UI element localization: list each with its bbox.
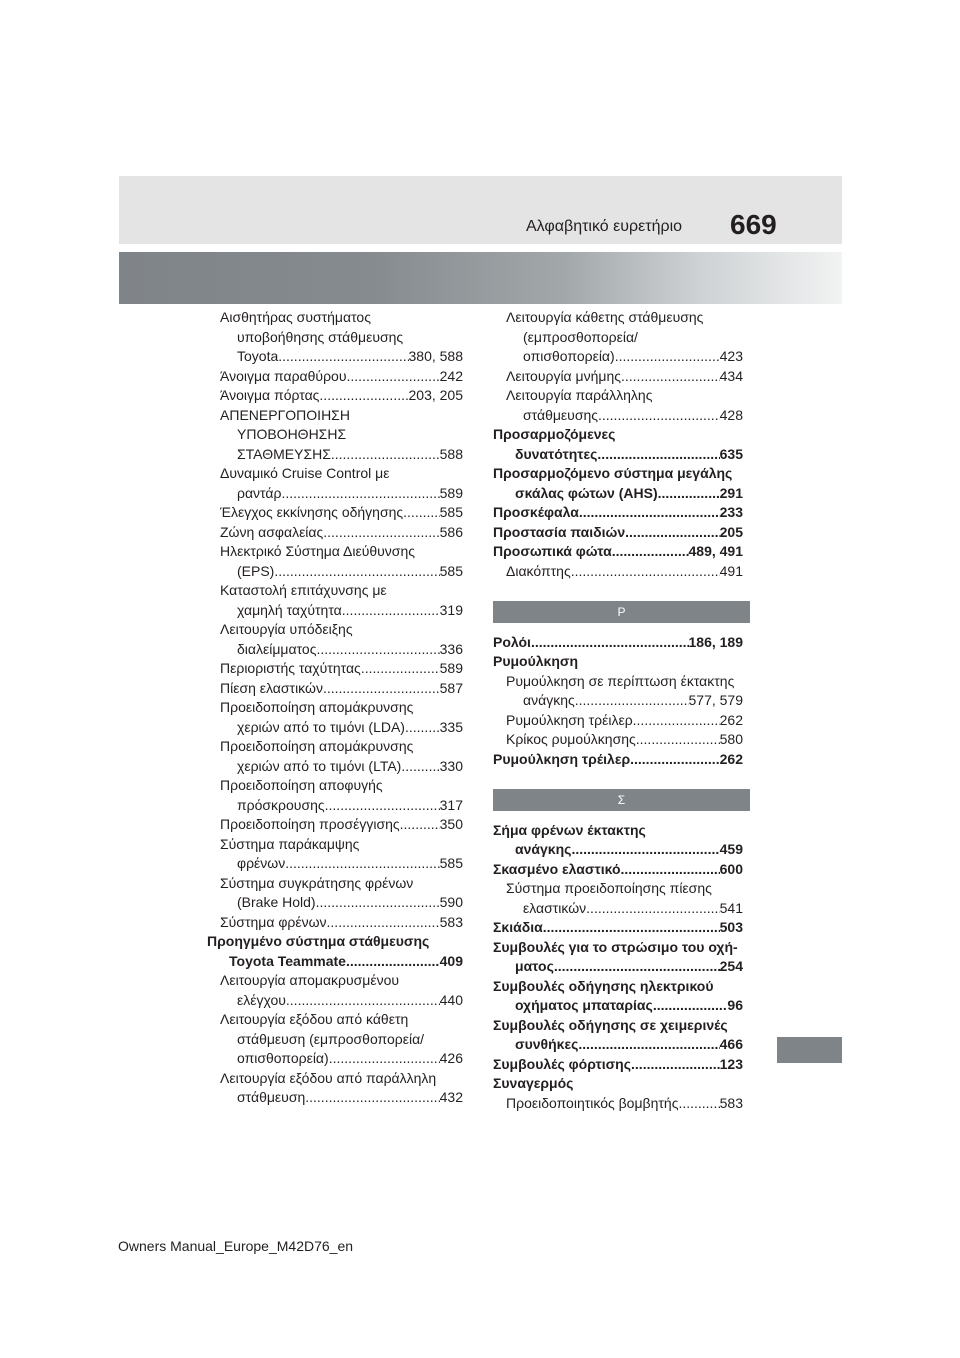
index-entry-text: Προηγμένο σύστημα στάθμευσης xyxy=(207,933,430,949)
index-entry-text: διαλείμματος xyxy=(237,640,317,657)
index-entry-text: χεριών από το τιμόνι (LTA) xyxy=(237,757,402,774)
index-entry xyxy=(493,542,743,562)
index-entry xyxy=(493,1016,743,1036)
index-entry xyxy=(207,835,463,855)
index-entry-pages: 586 xyxy=(439,523,463,540)
dot-leader xyxy=(281,484,439,504)
index-entry xyxy=(493,406,743,426)
dot-leader xyxy=(678,1094,719,1114)
index-entry xyxy=(207,952,463,972)
index-entry-text: οχήματος μπαταρίας xyxy=(515,997,653,1013)
index-entry xyxy=(493,957,743,977)
index-entry-text: Διακόπτης xyxy=(506,562,571,579)
dot-leader xyxy=(653,996,728,1016)
index-entry-text: χεριών από το τιμόνι (LDA) xyxy=(237,718,405,735)
index-entry xyxy=(493,308,743,328)
index-entry-text: Προειδοποίηση απομάκρυνσης xyxy=(220,699,414,715)
index-entry-text: Αισθητήρας συστήματος xyxy=(220,309,371,325)
index-entry xyxy=(207,620,463,640)
index-entry xyxy=(493,328,743,348)
index-entry-text: Toyota Teammate xyxy=(229,952,346,969)
index-entry xyxy=(493,386,743,406)
index-entry-text: Πίεση ελαστικών xyxy=(220,679,323,696)
index-entry xyxy=(493,899,743,919)
dot-leader xyxy=(316,640,439,660)
index-entry xyxy=(207,328,463,348)
dot-leader xyxy=(274,562,439,582)
index-entry-pages: 503 xyxy=(719,919,743,935)
index-entry-pages: 317 xyxy=(439,796,463,813)
index-entry xyxy=(207,776,463,796)
index-entry xyxy=(207,386,463,406)
index-entry xyxy=(493,730,743,750)
index-entry xyxy=(493,1074,743,1094)
index-entry xyxy=(493,347,743,367)
index-entry-pages: 335 xyxy=(439,718,463,735)
index-entry-text: Ρυμούλκηση τρέιλερ xyxy=(506,711,633,728)
index-entry xyxy=(493,445,743,465)
index-entry-text: Δυναμικό Cruise Control με xyxy=(220,465,390,481)
index-entry xyxy=(207,815,463,835)
index-group-rho xyxy=(493,633,743,770)
index-entry xyxy=(493,484,743,504)
index-entry-pages: 589 xyxy=(439,484,463,501)
index-entry-text: Σκασμένο ελαστικό xyxy=(493,860,621,877)
dot-leader xyxy=(554,957,720,977)
index-entry xyxy=(207,562,463,582)
index-entry-text: Ρυμούλκηση σε περίπτωση έκτακτης xyxy=(506,672,735,689)
index-entry xyxy=(493,1094,743,1114)
index-entry xyxy=(207,718,463,738)
index-entry-text: Προσκέφαλα xyxy=(493,504,579,520)
dot-leader xyxy=(621,860,720,880)
index-entry xyxy=(207,1088,463,1108)
index-group-top xyxy=(493,308,743,581)
dot-leader xyxy=(331,445,440,465)
index-entry-text: ανάγκης xyxy=(523,692,575,708)
index-entry xyxy=(207,757,463,777)
index-entry xyxy=(207,640,463,660)
index-entry-text: ανάγκης xyxy=(515,841,572,857)
dot-leader xyxy=(612,542,689,562)
index-entry-pages: 291 xyxy=(719,484,743,501)
index-entry-text: Προειδοποίηση απομάκρυνσης xyxy=(220,738,414,754)
dot-leader xyxy=(578,1035,719,1055)
dot-leader xyxy=(327,913,440,933)
index-entry-pages: 434 xyxy=(719,367,743,384)
index-entry-text: Σύστημα προειδοποίησης πίεσης xyxy=(506,880,712,896)
dot-leader xyxy=(631,1055,720,1075)
dot-leader xyxy=(305,1088,439,1108)
index-entry-text: ελέγχου xyxy=(237,991,286,1008)
index-entry-text: Άνοιγμα παραθύρου xyxy=(220,367,347,384)
index-entry-text: πρόσκρουσης xyxy=(237,796,325,813)
dot-leader xyxy=(630,750,720,770)
index-entry-text: Καταστολή επιτάχυνσης με xyxy=(220,582,387,598)
index-entry-text: Προστασία παιδιών xyxy=(493,523,626,540)
index-entry-text: Σύστημα συγκράτησης φρένων xyxy=(220,874,414,891)
index-entry xyxy=(207,913,463,933)
index-entry-text: Ηλεκτρικό Σύστημα Διεύθυνσης xyxy=(220,543,415,559)
index-entry-pages: 440 xyxy=(439,991,463,1008)
index-entry-pages: 541 xyxy=(719,899,743,916)
index-entry-text: Προσωπικά φώτα xyxy=(493,543,612,559)
index-entry-pages: 577, 579 xyxy=(688,692,743,708)
index-entry-text: Συμβουλές οδήγησης ηλεκτρικού xyxy=(493,977,714,994)
index-entry-text: Ζώνη ασφαλείας xyxy=(220,523,324,540)
index-entry-pages: 426 xyxy=(439,1050,463,1066)
section-title: Αλφαβητικό ευρετήριο xyxy=(526,218,683,235)
index-entry-text: Ρολόι xyxy=(493,633,531,650)
index-entry-text: Προσαρμοζόμενες xyxy=(493,426,616,442)
dot-leader xyxy=(586,899,719,919)
index-entry-pages: 583 xyxy=(439,913,463,930)
index-entry xyxy=(207,932,463,952)
index-entry xyxy=(493,918,743,938)
section-header-sigma: Σ xyxy=(493,789,750,811)
index-entry-text: Συμβουλές φόρτισης xyxy=(493,1055,632,1072)
index-entry xyxy=(493,691,743,711)
dot-leader xyxy=(286,991,440,1011)
dot-leader xyxy=(405,718,440,738)
dot-leader xyxy=(323,523,439,543)
index-entry xyxy=(493,523,743,543)
index-entry xyxy=(493,367,743,387)
index-entry-pages: 489, 491 xyxy=(688,543,743,559)
index-entry-text: Σύστημα φρένων xyxy=(220,913,327,930)
index-entry-text: Λειτουργία παράλληλης xyxy=(506,387,653,403)
index-entry xyxy=(207,1010,463,1030)
index-entry xyxy=(493,562,743,582)
dot-leader xyxy=(571,840,719,860)
index-entry xyxy=(207,581,463,601)
index-entry-pages: 583 xyxy=(719,1094,743,1111)
index-entry-text: σκάλας φώτων (AHS) xyxy=(515,484,658,501)
index-entry-text: υποβοήθησης στάθμευσης xyxy=(237,328,404,345)
dot-leader xyxy=(658,484,720,504)
index-entry xyxy=(207,308,463,328)
index-entry-pages: 585 xyxy=(439,562,463,579)
index-entry-text: Σύστημα παράκαμψης xyxy=(220,835,360,852)
index-entry-pages: 589 xyxy=(439,660,463,676)
index-entry-pages: 409 xyxy=(439,952,463,969)
index-entry xyxy=(207,542,463,562)
index-entry-text: Ρυμούλκηση τρέιλερ xyxy=(493,750,631,767)
index-entry xyxy=(207,971,463,991)
index-entry xyxy=(493,840,743,860)
dot-leader xyxy=(403,503,439,523)
index-entry xyxy=(493,750,743,770)
index-entry xyxy=(207,484,463,504)
index-entry xyxy=(207,406,463,426)
header-gradient-band xyxy=(119,252,842,304)
index-entry-pages: 588 xyxy=(439,445,463,462)
index-entry xyxy=(207,425,463,445)
index-entry-text: (Brake Hold) xyxy=(237,894,316,910)
index-entry-text: χαμηλή ταχύτητα xyxy=(237,601,342,618)
footer-text: Owners Manual_Europe_M42D76_en xyxy=(118,1238,354,1254)
dot-leader xyxy=(285,854,439,874)
index-entry-pages: 319 xyxy=(439,601,463,618)
dot-leader xyxy=(531,633,689,653)
index-group-sigma xyxy=(493,821,743,1114)
index-entry-pages: 336 xyxy=(439,640,463,657)
index-entry xyxy=(493,464,743,484)
index-entry-pages: 203, 205 xyxy=(408,387,463,403)
index-entry xyxy=(493,1055,743,1075)
index-entry-pages: 466 xyxy=(719,1036,743,1052)
index-entry-pages: 580 xyxy=(719,731,743,747)
dot-leader xyxy=(346,952,440,972)
index-entry-pages: 242 xyxy=(439,367,463,384)
index-entry-pages: 254 xyxy=(719,958,743,974)
index-entry-text: ΥΠΟΒΟΗΘΗΣΗΣ xyxy=(237,426,347,442)
index-entry-text: Λειτουργία υπόδειξης xyxy=(220,621,353,637)
index-entry-text: στάθμευση (εμπροσθοπορεία/ xyxy=(237,1030,425,1047)
index-entry-text: ραντάρ xyxy=(237,484,282,501)
dot-leader xyxy=(636,730,720,750)
index-entry-text: στάθμευση xyxy=(237,1089,306,1105)
index-entry-pages: 233 xyxy=(719,504,743,520)
side-thumb-tab xyxy=(777,1037,842,1063)
dot-leader xyxy=(347,367,440,387)
index-entry-pages: 585 xyxy=(439,504,463,520)
index-entry xyxy=(207,1049,463,1069)
dot-leader xyxy=(278,347,408,367)
index-entry xyxy=(493,860,743,880)
dot-leader xyxy=(625,523,719,543)
index-entry xyxy=(207,1069,463,1089)
index-entry-pages: 587 xyxy=(439,679,463,696)
index-entry-text: ΣΤΑΘΜΕΥΣΗΣ xyxy=(237,445,331,462)
index-entry-pages: 350 xyxy=(439,816,463,832)
page-number: 669 xyxy=(730,209,777,240)
index-entry-text: Προειδοποιητικός βομβητής xyxy=(506,1094,679,1111)
index-entry-pages: 96 xyxy=(727,997,743,1013)
index-entry-text: Toyota xyxy=(237,348,279,364)
index-entry xyxy=(207,698,463,718)
dot-leader xyxy=(401,757,439,777)
index-entry xyxy=(493,503,743,523)
index-entry-text: Έλεγχος εκκίνησης οδήγησης xyxy=(220,504,404,520)
index-entry xyxy=(493,672,743,692)
index-entry-text: Συμβουλές οδήγησης σε χειμερινές xyxy=(493,1016,728,1033)
index-entry-text: Προειδοποίηση αποφυγής xyxy=(220,777,383,793)
index-entry xyxy=(493,633,743,653)
index-entry-pages: 590 xyxy=(439,894,463,910)
index-entry-text: ελαστικών xyxy=(523,899,587,916)
index-entry-pages: 380, 588 xyxy=(408,348,463,364)
index-entry-text: ΑΠΕΝΕΡΓΟΠΟΙΗΣΗ xyxy=(220,406,350,423)
dot-leader xyxy=(400,815,440,835)
index-entry xyxy=(207,601,463,621)
index-entry-pages: 186, 189 xyxy=(688,633,743,650)
index-entry-text: Σκιάδια xyxy=(493,919,543,935)
index-entry xyxy=(207,874,463,894)
index-entry-text: οπισθοπορεία) xyxy=(237,1050,329,1066)
index-entry-text: Προειδοποίηση προσέγγισης xyxy=(220,816,400,832)
dot-leader xyxy=(621,367,720,387)
index-entry-text: Σήμα φρένων έκτακτης xyxy=(493,821,646,838)
index-entry-text: Συναγερμός xyxy=(493,1075,574,1091)
section-header-rho: Ρ xyxy=(493,601,750,623)
index-entry xyxy=(493,938,743,958)
index-entry xyxy=(493,1035,743,1055)
index-entry-pages: 432 xyxy=(439,1089,463,1105)
dot-leader xyxy=(325,796,440,816)
index-entry xyxy=(207,679,463,699)
index-entry-text: Λειτουργία απομακρυσμένου xyxy=(220,972,400,988)
index-entry xyxy=(493,977,743,997)
index-entry-text: οπισθοπορεία) xyxy=(523,348,615,364)
index-entry xyxy=(207,659,463,679)
index-entry-pages: 585 xyxy=(439,855,463,871)
index-entry-pages: 423 xyxy=(719,348,743,364)
dot-leader xyxy=(598,406,720,426)
index-column-left xyxy=(207,308,463,1108)
index-entry-pages: 205 xyxy=(719,523,743,540)
index-entry xyxy=(493,425,743,445)
index-entry xyxy=(493,996,743,1016)
index-column-right xyxy=(493,308,743,1113)
index-entry-pages: 491 xyxy=(719,562,743,579)
index-entry-text: Άνοιγμα πόρτας xyxy=(220,387,320,403)
index-entry xyxy=(207,445,463,465)
dot-leader xyxy=(571,562,720,582)
index-entry-text: Λειτουργία εξόδου από παράλληλη xyxy=(220,1069,437,1086)
index-entry-text: Λειτουργία κάθετης στάθμευσης xyxy=(506,309,704,325)
dot-leader xyxy=(543,918,720,938)
index-entry-text: Ρυμούλκηση xyxy=(493,653,579,669)
index-entry-text: Λειτουργία εξόδου από κάθετη xyxy=(220,1011,409,1027)
dot-leader xyxy=(579,503,720,523)
index-entry-text: (εμπροσθοπορεία/ xyxy=(523,328,638,345)
dot-leader xyxy=(615,347,720,367)
index-entry xyxy=(493,879,743,899)
index-entry-text: στάθμευσης xyxy=(523,406,598,423)
index-entry xyxy=(207,854,463,874)
dot-leader xyxy=(342,601,440,621)
index-entry-text: ματος xyxy=(515,958,554,974)
index-entry xyxy=(207,464,463,484)
index-entry xyxy=(207,737,463,757)
dot-leader xyxy=(329,1049,440,1069)
dot-leader xyxy=(319,386,408,406)
index-entry-pages: 123 xyxy=(719,1055,743,1072)
index-entry xyxy=(207,347,463,367)
dot-leader xyxy=(316,893,440,913)
dot-leader xyxy=(361,659,440,679)
index-entry-pages: 262 xyxy=(719,750,743,767)
index-entry-text: Συμβουλές για το στρώσιμο του οχή- xyxy=(493,938,738,955)
index-entry xyxy=(493,652,743,672)
index-entry-text: δυνατότητες xyxy=(515,445,598,462)
index-entry-text: Λειτουργία μνήμης xyxy=(506,367,621,384)
dot-leader xyxy=(323,679,440,699)
index-entry xyxy=(493,821,743,841)
index-entry-pages: 459 xyxy=(719,841,743,857)
index-entry-text: (EPS) xyxy=(237,562,275,579)
index-entry-pages: 428 xyxy=(719,406,743,423)
index-entry-pages: 600 xyxy=(719,860,743,877)
dot-leader xyxy=(633,711,720,731)
dot-leader xyxy=(597,445,719,465)
index-entry-text: Περιοριστής ταχύτητας xyxy=(220,660,361,676)
index-entry-pages: 262 xyxy=(719,711,743,728)
index-entry-pages: 635 xyxy=(719,445,743,462)
index-entry-text: Κρίκος ρυμούλκησης xyxy=(506,731,636,747)
index-entry xyxy=(207,367,463,387)
index-entry xyxy=(207,893,463,913)
index-entry-text: φρένων xyxy=(237,855,286,871)
index-entry-text: Προσαρμοζόμενο σύστημα μεγάλης xyxy=(493,465,733,481)
index-entry xyxy=(207,1030,463,1050)
index-entry xyxy=(207,991,463,1011)
index-entry-pages: 330 xyxy=(439,757,463,774)
index-entry xyxy=(207,523,463,543)
index-entry xyxy=(207,503,463,523)
index-entry xyxy=(493,711,743,731)
index-entry-text: συνθήκες xyxy=(515,1036,579,1052)
dot-leader xyxy=(575,691,689,711)
index-entry xyxy=(207,796,463,816)
